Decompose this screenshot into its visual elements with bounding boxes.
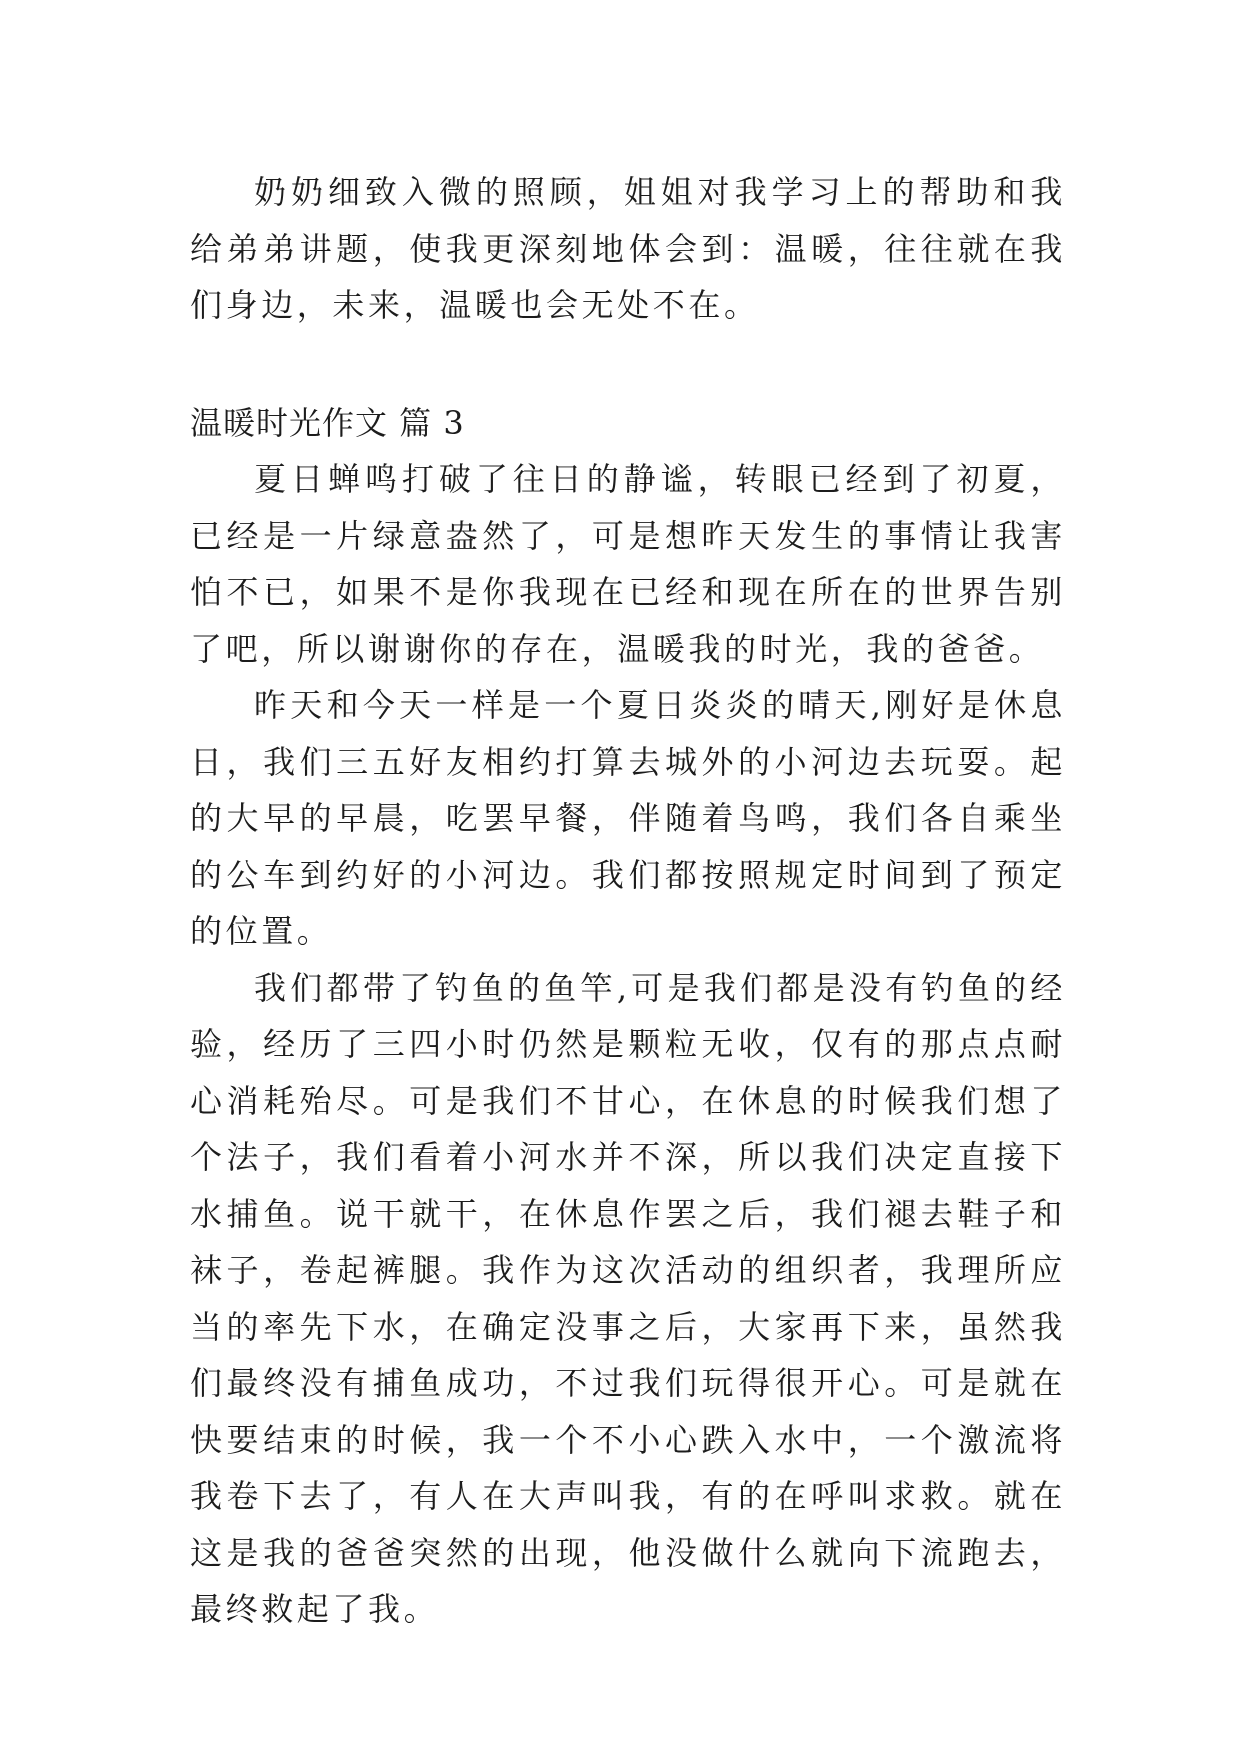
intro-paragraph: 奶奶细致入微的照顾，姐姐对我学习上的帮助和我给弟弟讲题，使我更深刻地体会到：温暖，往往就在我们身边，未来，温暖也会无处不在。 <box>190 173 1066 324</box>
section-spacer <box>190 334 1066 395</box>
body-paragraph-2: 昨天和今天一样是一个夏日炎炎的晴天,刚好是休息日，我们三五好友相约打算去城外的小河边去玩耍。起的大早的早晨，吃罢早餐，伴随着鸟鸣，我们各自乘坐的公车到约好的小河边。我们都按照规定时间到了预定的位置。 <box>190 686 1066 950</box>
document-body <box>190 164 1066 1638</box>
section-title: 温暖时光作文 篇 3 <box>190 403 465 442</box>
body-paragraph-3: 我们都带了钓鱼的鱼竿,可是我们都是没有钓鱼的经验，经历了三四小时仍然是颗粒无收，仅有的那点点耐心消耗殆尽。可是我们不甘心，在休息的时候我们想了个法子，我们看着小河水并不深，所以我们决定直接下水捕鱼。说干就干，在休息作罢之后，我们褪去鞋子和袜子，卷起裤腿。我作为这次活动的组织者，我理所应当的率先下水，在确定没事之后，大家再下来，虽然我们最终没有捕鱼成功，不过我们玩得很开心。可是就在快要结束的时候，我一个不小心跌入水中，一个激流将我卷下去了，有人在大声叫我，有的在呼叫求救。就在这是我的爸爸突然的出现，他没做什么就向下流跑去，最终救起了我。 <box>190 968 1066 1628</box>
body-paragraph-1: 夏日蝉鸣打破了往日的静谧，转眼已经到了初夏，已经是一片绿意盎然了，可是想昨天发生的事情让我害怕不已，如果不是你我现在已经和现在所在的世界告别了吧，所以谢谢你的存在，温暖我的时光，我的爸爸。 <box>190 460 1066 668</box>
